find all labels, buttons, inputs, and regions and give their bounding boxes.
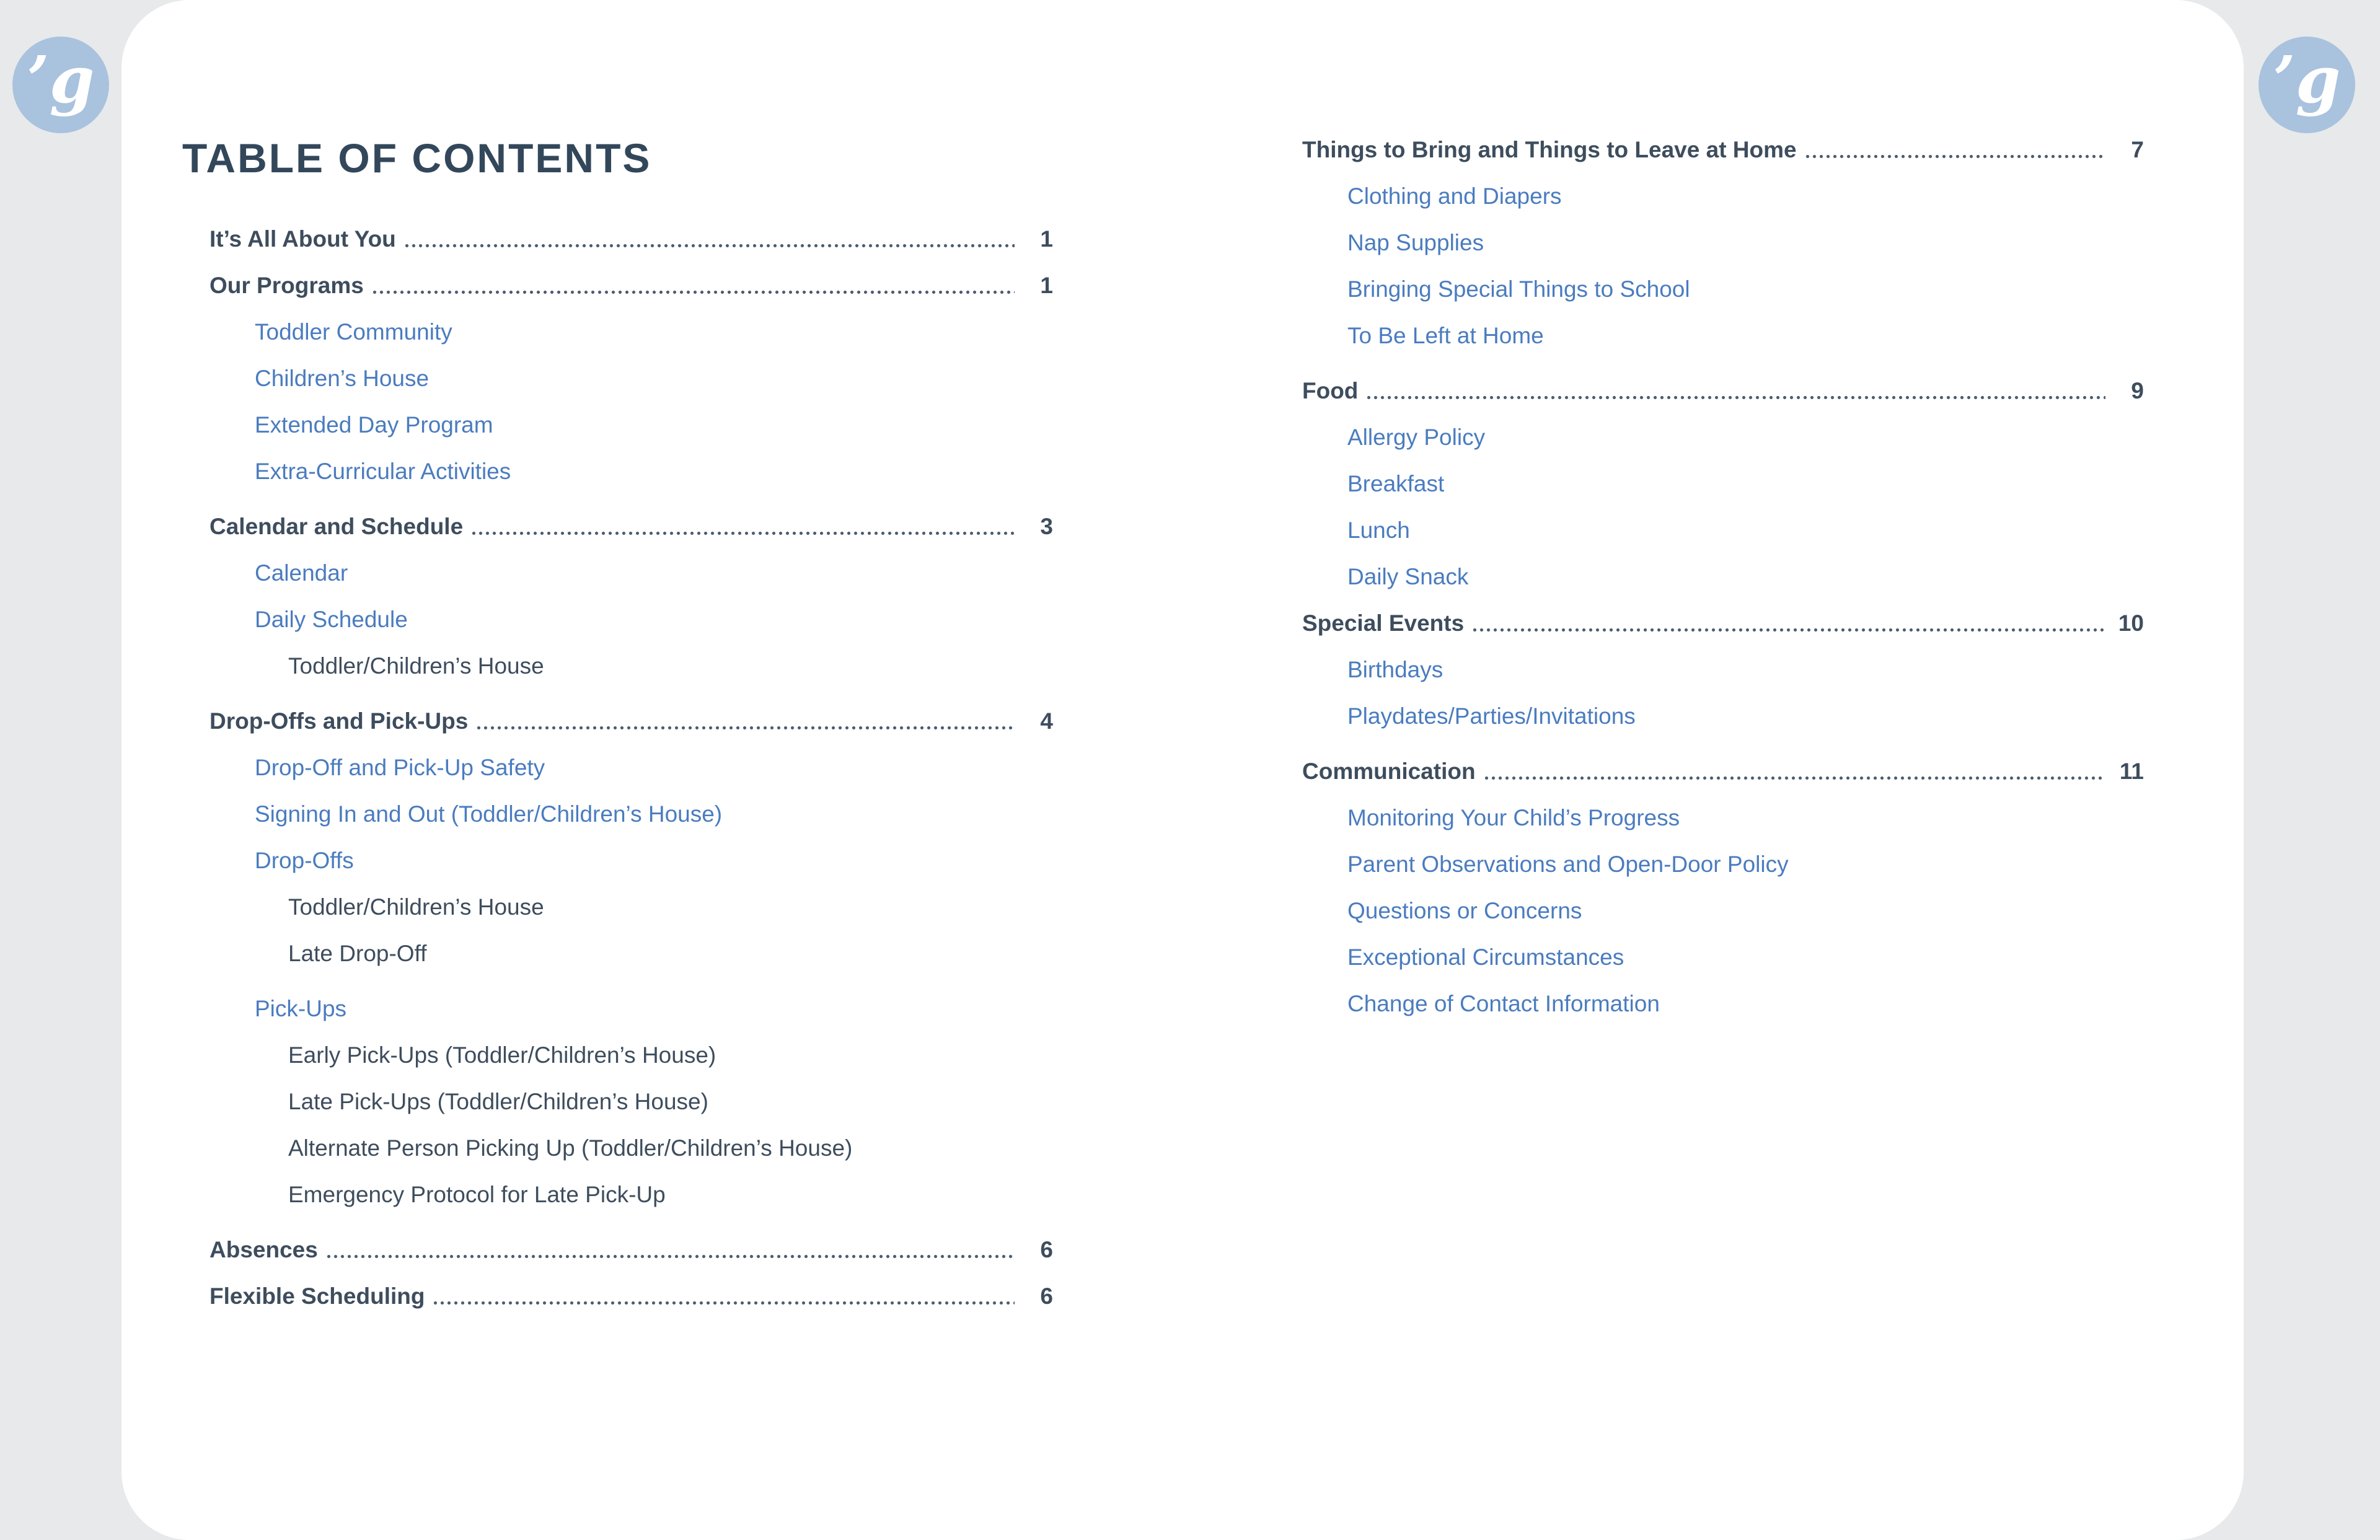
toc-entry-label[interactable]: Extended Day Program xyxy=(255,411,493,438)
toc-entry-label[interactable]: Lunch xyxy=(1347,517,1410,543)
brand-logo-badge xyxy=(12,37,109,133)
toc-page-number: 6 xyxy=(1040,1236,1053,1262)
dotted-leader xyxy=(371,289,1015,296)
toc-entry-label: Alternate Person Picking Up (Toddler/Children’s House) xyxy=(288,1135,853,1161)
toc-entry[interactable] xyxy=(182,1125,1053,1171)
toc-entry[interactable] xyxy=(182,837,1053,884)
toc-entry-label: Emergency Protocol for Late Pick-Up xyxy=(288,1181,666,1207)
toc-entry-label[interactable]: Change of Contact Information xyxy=(1347,990,1660,1016)
toc-page-number: 4 xyxy=(1040,708,1053,734)
dotted-leader xyxy=(1471,627,2105,634)
toc-entry[interactable] xyxy=(1302,312,2144,359)
toc-entry-label: Late Pick-Ups (Toddler/Children’s House) xyxy=(288,1088,708,1114)
toc-entry[interactable] xyxy=(1302,693,2144,739)
toc-section-entry[interactable] xyxy=(1302,126,2144,173)
toc-entry-label[interactable]: Daily Schedule xyxy=(255,606,408,632)
toc-entry-label[interactable]: Clothing and Diapers xyxy=(1347,183,1562,209)
brand-logo-letter: ’g xyxy=(2273,42,2341,118)
toc-entry-label[interactable]: Drop-Offs and Pick-Ups xyxy=(209,708,469,734)
toc-column-right xyxy=(1302,126,2144,1027)
toc-entry[interactable] xyxy=(1302,266,2144,312)
toc-page-number: 7 xyxy=(2131,136,2144,162)
toc-entry-label[interactable]: Playdates/Parties/Invitations xyxy=(1347,703,1636,729)
brand-logo-badge xyxy=(2259,37,2355,133)
toc-entry-label[interactable]: Drop-Offs xyxy=(255,847,354,873)
toc-entry-label[interactable]: Flexible Scheduling xyxy=(209,1283,425,1309)
toc-entry-label[interactable]: Calendar xyxy=(255,560,348,586)
toc-entry-label[interactable]: Allergy Policy xyxy=(1347,424,1486,450)
toc-entry[interactable] xyxy=(1302,841,2144,887)
toc-entry-label[interactable]: Children’s House xyxy=(255,365,430,391)
toc-entry-label[interactable]: Drop-Off and Pick-Up Safety xyxy=(255,754,545,780)
toc-entry[interactable] xyxy=(1302,934,2144,980)
brand-logo-letter: ’g xyxy=(27,42,95,118)
toc-entry-label[interactable]: Food xyxy=(1302,377,1359,403)
dotted-leader xyxy=(325,1253,1015,1261)
toc-entry-label[interactable]: Things to Bring and Things to Leave at Home xyxy=(1302,136,1797,162)
toc-entry-label[interactable]: Nap Supplies xyxy=(1347,229,1484,255)
toc-entry[interactable] xyxy=(182,1078,1053,1125)
toc-entry[interactable] xyxy=(1302,887,2144,934)
toc-entry-label[interactable]: Special Events xyxy=(1302,610,1465,636)
toc-section-entry[interactable] xyxy=(182,1273,1053,1319)
toc-entry[interactable] xyxy=(1302,507,2144,553)
toc-entry-label[interactable]: Absences xyxy=(209,1236,318,1262)
toc-entry-label: Early Pick-Ups (Toddler/Children’s House) xyxy=(288,1042,716,1068)
toc-entry-label[interactable]: Communication xyxy=(1302,758,1476,784)
toc-entry-label[interactable]: Exceptional Circumstances xyxy=(1347,944,1624,970)
toc-entry[interactable] xyxy=(182,1032,1053,1078)
toc-entry[interactable] xyxy=(182,884,1053,930)
toc-entry-label: Late Drop-Off xyxy=(288,940,427,966)
toc-entry-label[interactable]: Birthdays xyxy=(1347,656,1443,682)
toc-entry[interactable] xyxy=(182,930,1053,977)
toc-entry-label[interactable]: Signing In and Out (Toddler/Children’s House) xyxy=(255,801,723,827)
toc-entry-label[interactable]: Extra-Curricular Activities xyxy=(255,458,511,484)
toc-entry-label[interactable]: Bringing Special Things to School xyxy=(1347,276,1690,302)
toc-entry[interactable] xyxy=(1302,794,2144,841)
toc-page-number: 1 xyxy=(1040,226,1053,252)
toc-page-number: 10 xyxy=(2118,610,2144,636)
toc-section-entry[interactable] xyxy=(1302,600,2144,646)
toc-entry-label: Toddler/Children’s House xyxy=(288,894,544,920)
toc-section-entry[interactable] xyxy=(182,503,1053,550)
toc-page-number: 3 xyxy=(1040,513,1053,539)
toc-entry[interactable] xyxy=(182,985,1053,1032)
toc-section-entry[interactable] xyxy=(182,1226,1053,1273)
toc-list-right xyxy=(1302,126,2144,1027)
dotted-leader xyxy=(432,1300,1015,1307)
toc-entry-label[interactable]: Calendar and Schedule xyxy=(209,513,464,539)
toc-entry[interactable] xyxy=(182,309,1053,355)
toc-entry[interactable] xyxy=(182,596,1053,643)
toc-entry-label[interactable]: Monitoring Your Child’s Progress xyxy=(1347,804,1680,830)
toc-list-left xyxy=(182,216,1053,1319)
toc-entry-label[interactable]: Daily Snack xyxy=(1347,563,1469,589)
toc-section-entry[interactable] xyxy=(182,216,1053,262)
dotted-leader xyxy=(1365,394,2105,402)
toc-entry-label[interactable]: To Be Left at Home xyxy=(1347,322,1544,348)
toc-entry-label[interactable]: Our Programs xyxy=(209,272,364,298)
toc-entry-label: Toddler/Children’s House xyxy=(288,653,544,679)
toc-page-number: 1 xyxy=(1040,272,1053,298)
toc-entry[interactable] xyxy=(1302,414,2144,460)
toc-section-entry[interactable] xyxy=(182,698,1053,744)
dotted-leader xyxy=(475,724,1015,732)
toc-entry-label[interactable]: Pick-Ups xyxy=(255,995,347,1021)
toc-entry-label[interactable]: It’s All About You xyxy=(209,226,396,252)
toc-entry[interactable] xyxy=(182,643,1053,689)
dotted-leader xyxy=(1483,775,2105,782)
page-title: TABLE OF CONTENTS xyxy=(182,135,652,181)
toc-page-number: 11 xyxy=(2119,758,2144,784)
toc-page-number: 9 xyxy=(2131,377,2144,403)
dotted-leader xyxy=(403,242,1015,250)
toc-entry[interactable] xyxy=(182,355,1053,402)
toc-entry[interactable] xyxy=(182,1171,1053,1218)
toc-entry[interactable] xyxy=(182,448,1053,495)
dotted-leader xyxy=(1804,153,2105,161)
toc-section-entry[interactable] xyxy=(182,262,1053,309)
toc-entry[interactable] xyxy=(182,744,1053,791)
toc-entry[interactable] xyxy=(182,402,1053,448)
toc-entry[interactable] xyxy=(182,791,1053,837)
toc-entry[interactable] xyxy=(1302,173,2144,219)
toc-section-entry[interactable] xyxy=(1302,748,2144,794)
toc-entry[interactable] xyxy=(1302,980,2144,1027)
toc-entry[interactable] xyxy=(182,550,1053,596)
toc-section-entry[interactable] xyxy=(1302,367,2144,414)
toc-entry[interactable] xyxy=(1302,460,2144,507)
toc-entry[interactable] xyxy=(1302,219,2144,266)
toc-column-left xyxy=(182,136,1053,1319)
toc-entry-label[interactable]: Questions or Concerns xyxy=(1347,897,1582,923)
dotted-leader xyxy=(470,530,1015,537)
toc-entry[interactable] xyxy=(1302,646,2144,693)
toc-entry-label[interactable]: Parent Observations and Open-Door Policy xyxy=(1347,851,1789,877)
toc-entry-label[interactable]: Toddler Community xyxy=(255,319,452,345)
toc-entry-label[interactable]: Breakfast xyxy=(1347,470,1445,496)
toc-entry[interactable] xyxy=(1302,553,2144,600)
toc-page-number: 6 xyxy=(1040,1283,1053,1309)
